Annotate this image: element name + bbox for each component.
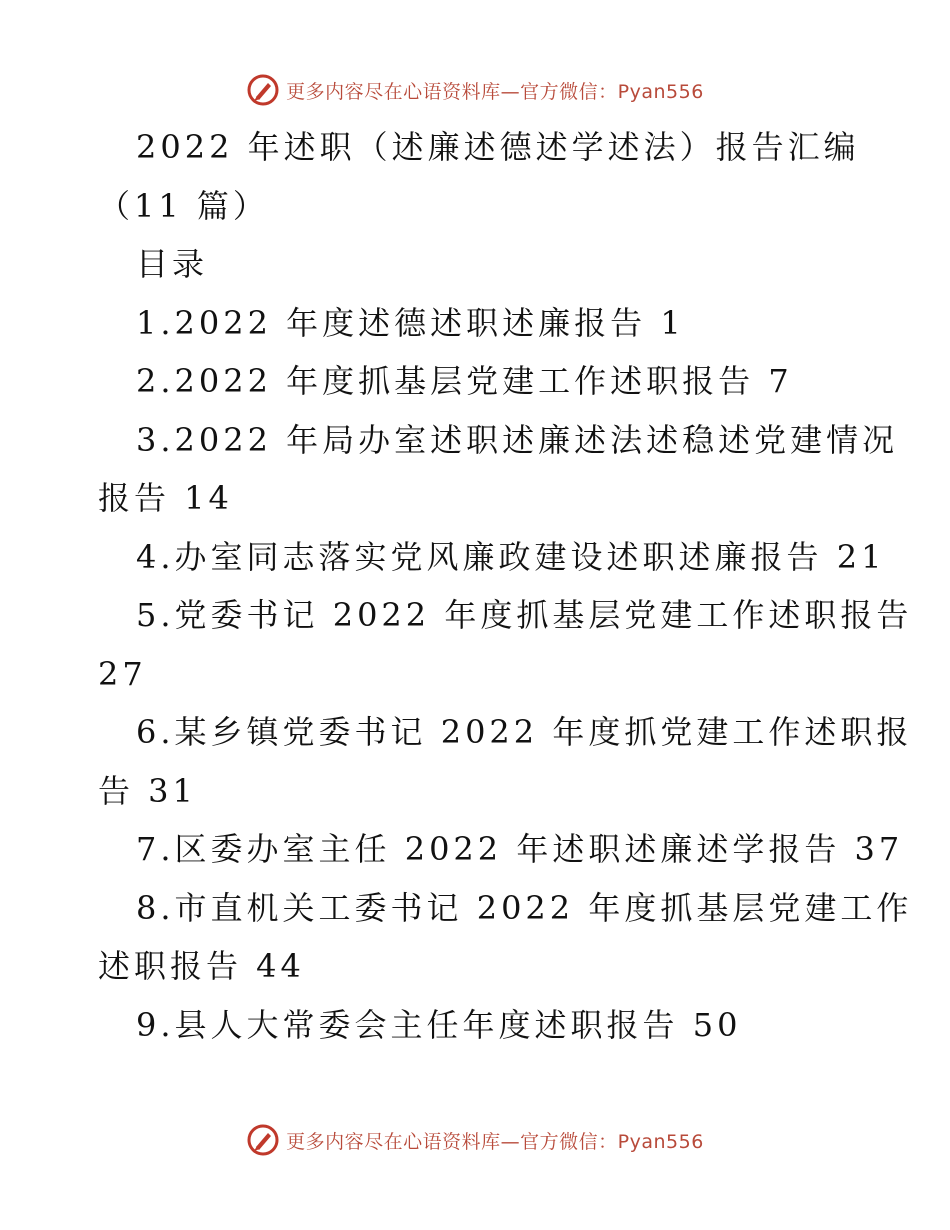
toc-entry-5[interactable]: 5.党委书记 2022 年度抓基层党建工作述职报告: [136, 596, 913, 634]
document-title-continued: （11 篇）: [98, 186, 269, 225]
toc-entry-4[interactable]: 4.办室同志落实党风廉政建设述职述廉报告 21: [136, 537, 886, 576]
toc-entry-9[interactable]: 9.县人大常委会主任年度述职报告 50: [136, 1005, 742, 1044]
header-watermark: [0, 70, 950, 110]
toc-entry-6-continued[interactable]: 告 31: [98, 771, 197, 810]
document-body: [98, 118, 913, 1054]
toc-entry-8-continued[interactable]: 述职报告 44: [98, 947, 305, 985]
toc-entry-2[interactable]: 2.2022 年度抓基层党建工作述职报告 7: [136, 362, 793, 400]
footer-watermark: [0, 1120, 950, 1160]
toc-entry-7[interactable]: 7.区委办室主任 2022 年述职述廉述学报告 37: [136, 830, 904, 868]
watermark-text: 更多内容尽在心语资料库—官方微信：Pyan556: [286, 80, 704, 103]
document-title: 2022 年述职（述廉述德述学述法）报告汇编: [136, 128, 860, 166]
pen-logo-icon: [246, 1123, 280, 1157]
pen-logo-icon: [246, 73, 280, 107]
toc-entry-3-continued[interactable]: 报告 14: [98, 479, 233, 517]
watermark-text: 更多内容尽在心语资料库—官方微信：Pyan556: [286, 1130, 704, 1153]
toc-heading: 目录: [136, 245, 209, 283]
toc-entry-1[interactable]: 1.2022 年度述德述职述廉报告 1: [136, 303, 685, 342]
toc-entry-5-continued[interactable]: 27: [98, 654, 147, 693]
toc-entry-3[interactable]: 3.2022 年局办室述职述廉述法述稳述党建情况: [136, 420, 899, 459]
toc-entry-8[interactable]: 8.市直机关工委书记 2022 年度抓基层党建工作: [136, 888, 913, 927]
toc-entry-6[interactable]: 6.某乡镇党委书记 2022 年度抓党建工作述职报: [136, 713, 913, 751]
